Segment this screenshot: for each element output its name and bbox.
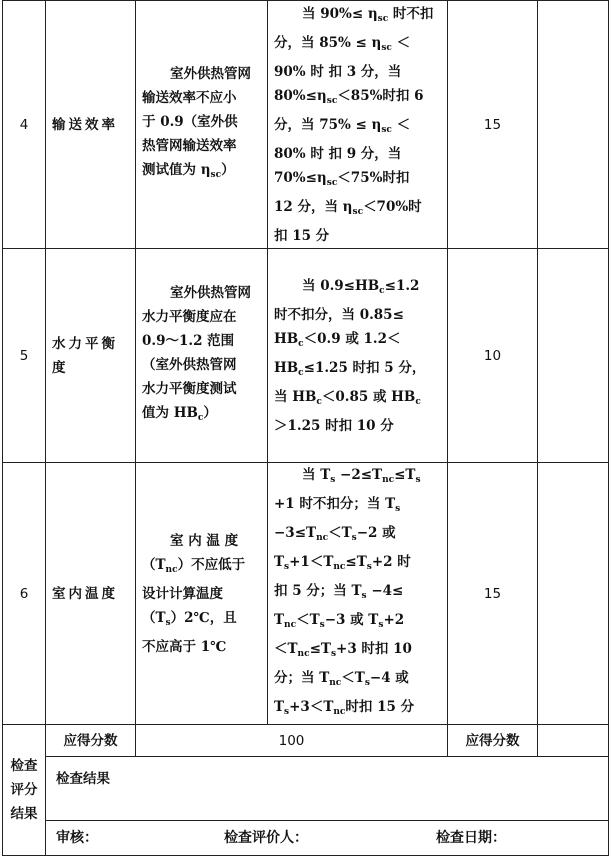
empty-cell <box>538 1 609 249</box>
text-line: $70\%\le\eta_{sc}<75\%$时扣 <box>274 169 410 188</box>
item-name: 输送效率 <box>46 1 136 249</box>
text-line: 水力平衡度应在 <box>142 309 237 325</box>
should-score-value: 100 <box>136 725 448 757</box>
deduction-criteria <box>268 463 448 725</box>
text-line: 不应高于 1℃ <box>142 638 227 655</box>
date-label: 检查日期： <box>436 830 506 846</box>
text-line: +1 时不扣分；当 $T_s$ <box>274 496 401 514</box>
text-line: 热管网输送效率 <box>142 138 237 154</box>
should-score-label-2: 应得分数 <box>448 725 538 757</box>
text-line: 扣 5 分；当 $T_s -4\le$ <box>274 583 404 601</box>
text-line: $-3\le T_{nc}<T_s-2$ 或 <box>274 525 396 543</box>
text-line: 90% 时 扣 3 分，当 <box>274 63 402 80</box>
result-section-label <box>3 725 46 856</box>
signature-area <box>46 821 609 856</box>
item-name: 室内温度 <box>46 463 136 725</box>
empty-cell <box>538 463 609 725</box>
text-line: 当 $T_s -2\le T_{nc}\le T_s$ <box>302 467 421 485</box>
requirement-text <box>136 1 268 249</box>
text-line: 分，当 $75\% \le \eta_{sc}$ ＜ <box>274 116 411 135</box>
summary-row <box>3 725 609 757</box>
should-score-label: 应得分数 <box>46 725 136 757</box>
row-number: 6 <box>3 463 46 725</box>
score-value: 15 <box>448 1 538 249</box>
text-line: 检查 <box>10 758 38 774</box>
text-line: $(T_s)2℃$，且 <box>142 609 237 628</box>
text-line: 评分 <box>10 782 38 798</box>
row-number: 5 <box>3 249 46 463</box>
text-line: 室外供热管网 <box>170 66 251 82</box>
requirement-text <box>136 249 268 463</box>
text-line: 12 分，当 $\eta_{sc}<70\%$时 <box>274 198 422 217</box>
inspection-result-label <box>46 757 609 821</box>
row-number: 4 <box>3 1 46 249</box>
evaluation-table <box>2 0 609 856</box>
text-line: 时不扣分，当 0.85≤ <box>274 306 404 323</box>
text-line: （室外供热管网 <box>142 357 237 373</box>
text-line: $T_s+1<T_{nc}\le T_s+2$ 时 <box>274 554 411 572</box>
score-value: 10 <box>448 249 538 463</box>
text-line: 于 0.9（室外供 <box>142 114 238 130</box>
text-line: $T_s+3<T_{nc}$时扣 15 分 <box>274 699 415 717</box>
text-line: 结果 <box>10 806 38 822</box>
table-row <box>3 249 609 463</box>
text-line: 当 $0.9\le HB_c\le 1.2$ <box>302 277 420 296</box>
text-line: $HB_c\le 1.25$ 时扣 5 分， <box>274 359 426 378</box>
text-line: $T_{nc}<T_s-3$ 或 $T_s+2$ <box>274 612 405 630</box>
deduction-criteria <box>268 1 448 249</box>
evaluator-label: 检查评价人： <box>224 830 308 846</box>
text-line: 值为 $HB_c$） <box>142 405 217 423</box>
text-line: 室 内 温 度 <box>170 532 239 549</box>
text-line: $HB_c<0.9$ 或 1.2＜ <box>274 330 401 349</box>
text-line: 分，当 $85\% \le \eta_{sc}$ ＜ <box>274 34 411 53</box>
reviewer-label: 审核： <box>56 830 98 846</box>
result-row <box>3 757 609 821</box>
item-name: 水力平衡度 <box>46 249 136 463</box>
text-line: 当 $HB_c<0.85$ 或 $HB_c$ <box>274 388 421 407</box>
text-line: 分；当 $T_{nc}<T_s-4$ 或 <box>274 670 409 688</box>
empty-cell <box>538 725 609 757</box>
empty-cell <box>538 249 609 463</box>
text-line: $(T_{nc})$不应低于 <box>142 556 246 575</box>
text-line: 扣 15 分 <box>274 227 330 244</box>
text-line: ＞1.25 时扣 10 分 <box>274 417 394 434</box>
score-value: 15 <box>448 463 538 725</box>
text-line: 测试值为 $\eta_{sc}$） <box>142 162 235 180</box>
signature-row <box>3 821 609 856</box>
inspection-result-text: 检查结果 <box>56 771 110 787</box>
text-line: $<T_{nc}\le T_s+3$ 时扣 10 <box>274 641 412 659</box>
text-line: 当 $90\%\le \eta_{sc}$ 时不扣 <box>302 5 434 24</box>
table-row <box>3 463 609 725</box>
text-line: 0.9～1.2 范围 <box>142 333 235 349</box>
table-row <box>3 1 609 249</box>
deduction-criteria <box>268 249 448 463</box>
requirement-text <box>136 463 268 725</box>
text-line: 设计计算温度 <box>142 585 223 602</box>
text-line: 80% 时 扣 9 分，当 <box>274 145 402 162</box>
text-line: $80\%\le\eta_{sc}<85\%$时扣 6 <box>274 87 424 106</box>
text-line: 输送效率不应小 <box>142 90 237 106</box>
text-line: 室外供热管网 <box>170 285 251 301</box>
text-line: 水力平衡度测试 <box>142 381 237 397</box>
